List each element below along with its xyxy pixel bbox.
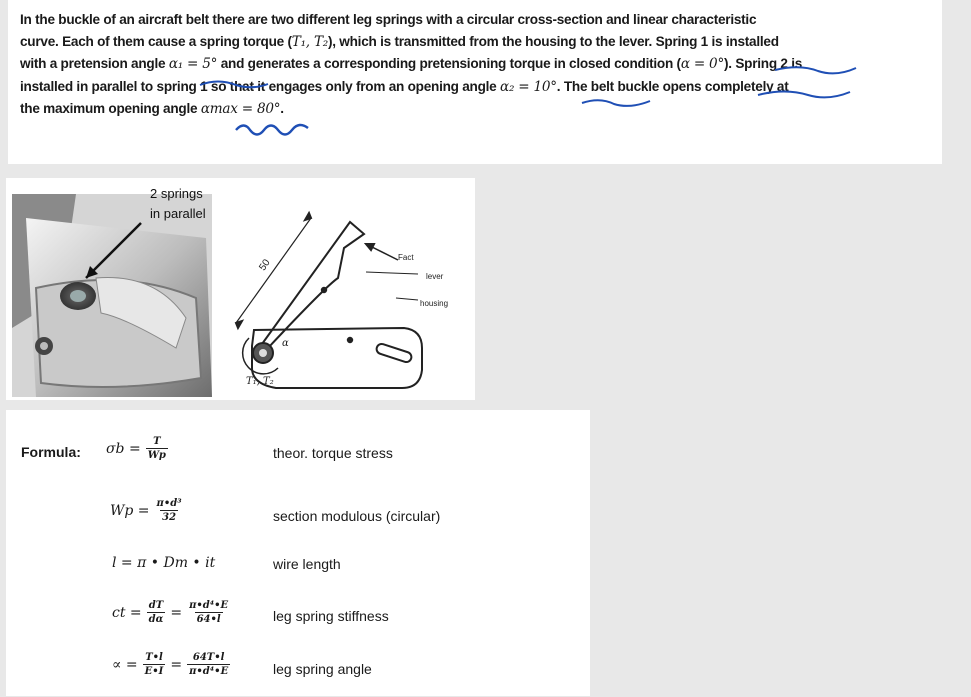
dim-line [236,218,311,323]
photo-caption-line-2: in parallel [150,206,206,221]
formula-stiffness: ct = $\frac{dT}{d\alpha}$ = $\frac{\text{π•d⁴•E}}{64•l}$ [112,600,229,625]
engage-angle: α₂ = 10° [500,78,557,95]
formula-torque-stress: σb = $\frac{T}{Wp}$ [106,436,166,461]
force-label: Fact [398,253,414,262]
closed-angle: α = 0° [680,56,724,72]
lever-label: lever [426,272,444,281]
formula-panel [6,410,590,696]
torque-label: T₁, T₂ [246,376,274,387]
figure-panel [6,178,475,400]
desc-wire-length: wire length [273,556,341,572]
photo-caption-line-1: 2 springs [150,186,203,201]
lever-leader [366,272,418,274]
dim-label: 50 [257,257,273,273]
buckle-figure [6,178,475,400]
pretension-angle: α₁ = 5° [168,56,218,72]
problem-panel [8,0,942,164]
desc-stiffness: leg spring stiffness [273,608,389,624]
problem-line-5: the maximum opening angle αmax = 80°. [20,101,284,117]
formula-section-modulus: Wp = $\frac{\text{π•d³}}{32}$ [110,498,182,523]
formula-spring-angle: ∝ = $\frac{T•l}{E•I}$ = $\frac{64T•l}{\text{π•d⁴•E}}$ [112,652,229,677]
buckle-photo [12,194,212,397]
housing-label: housing [420,299,449,308]
problem-line-1: In the buckle of an aircraft belt there are two different leg springs with a circular cross-section and linear characteristic [20,12,757,27]
formula-wire-length: l = π • Dm • it [112,555,216,571]
desc-section-modulus: section modulous (circular) [273,508,441,524]
problem-statement [20,9,935,121]
angle-label: α [282,338,289,349]
torque-symbols: T₁, T₂ [291,33,328,50]
problem-line-2: curve. Each of them cause a spring torque (T₁, T₂), which is transmitted from the housing to the lever. Spring 1 is installed [20,33,779,50]
slot [375,343,412,364]
desc-torque-stress: theor. torque stress [273,445,393,461]
problem-line-3: with a pretension angle α₁ = 5° and generates a corresponding pretensioning torque in closed condition (α = 0°). Spring 2 is [20,56,803,72]
desc-spring-angle: leg spring angle [273,661,372,677]
housing-leader [396,298,418,300]
formula-label: Formula: [21,444,81,460]
max-opening-angle: αmax = 80° [200,101,281,117]
problem-line-4: installed in parallel to spring 1 so that it engages only from an opening angle α₂ = 10°. The belt buckle opens completely at [20,78,789,95]
